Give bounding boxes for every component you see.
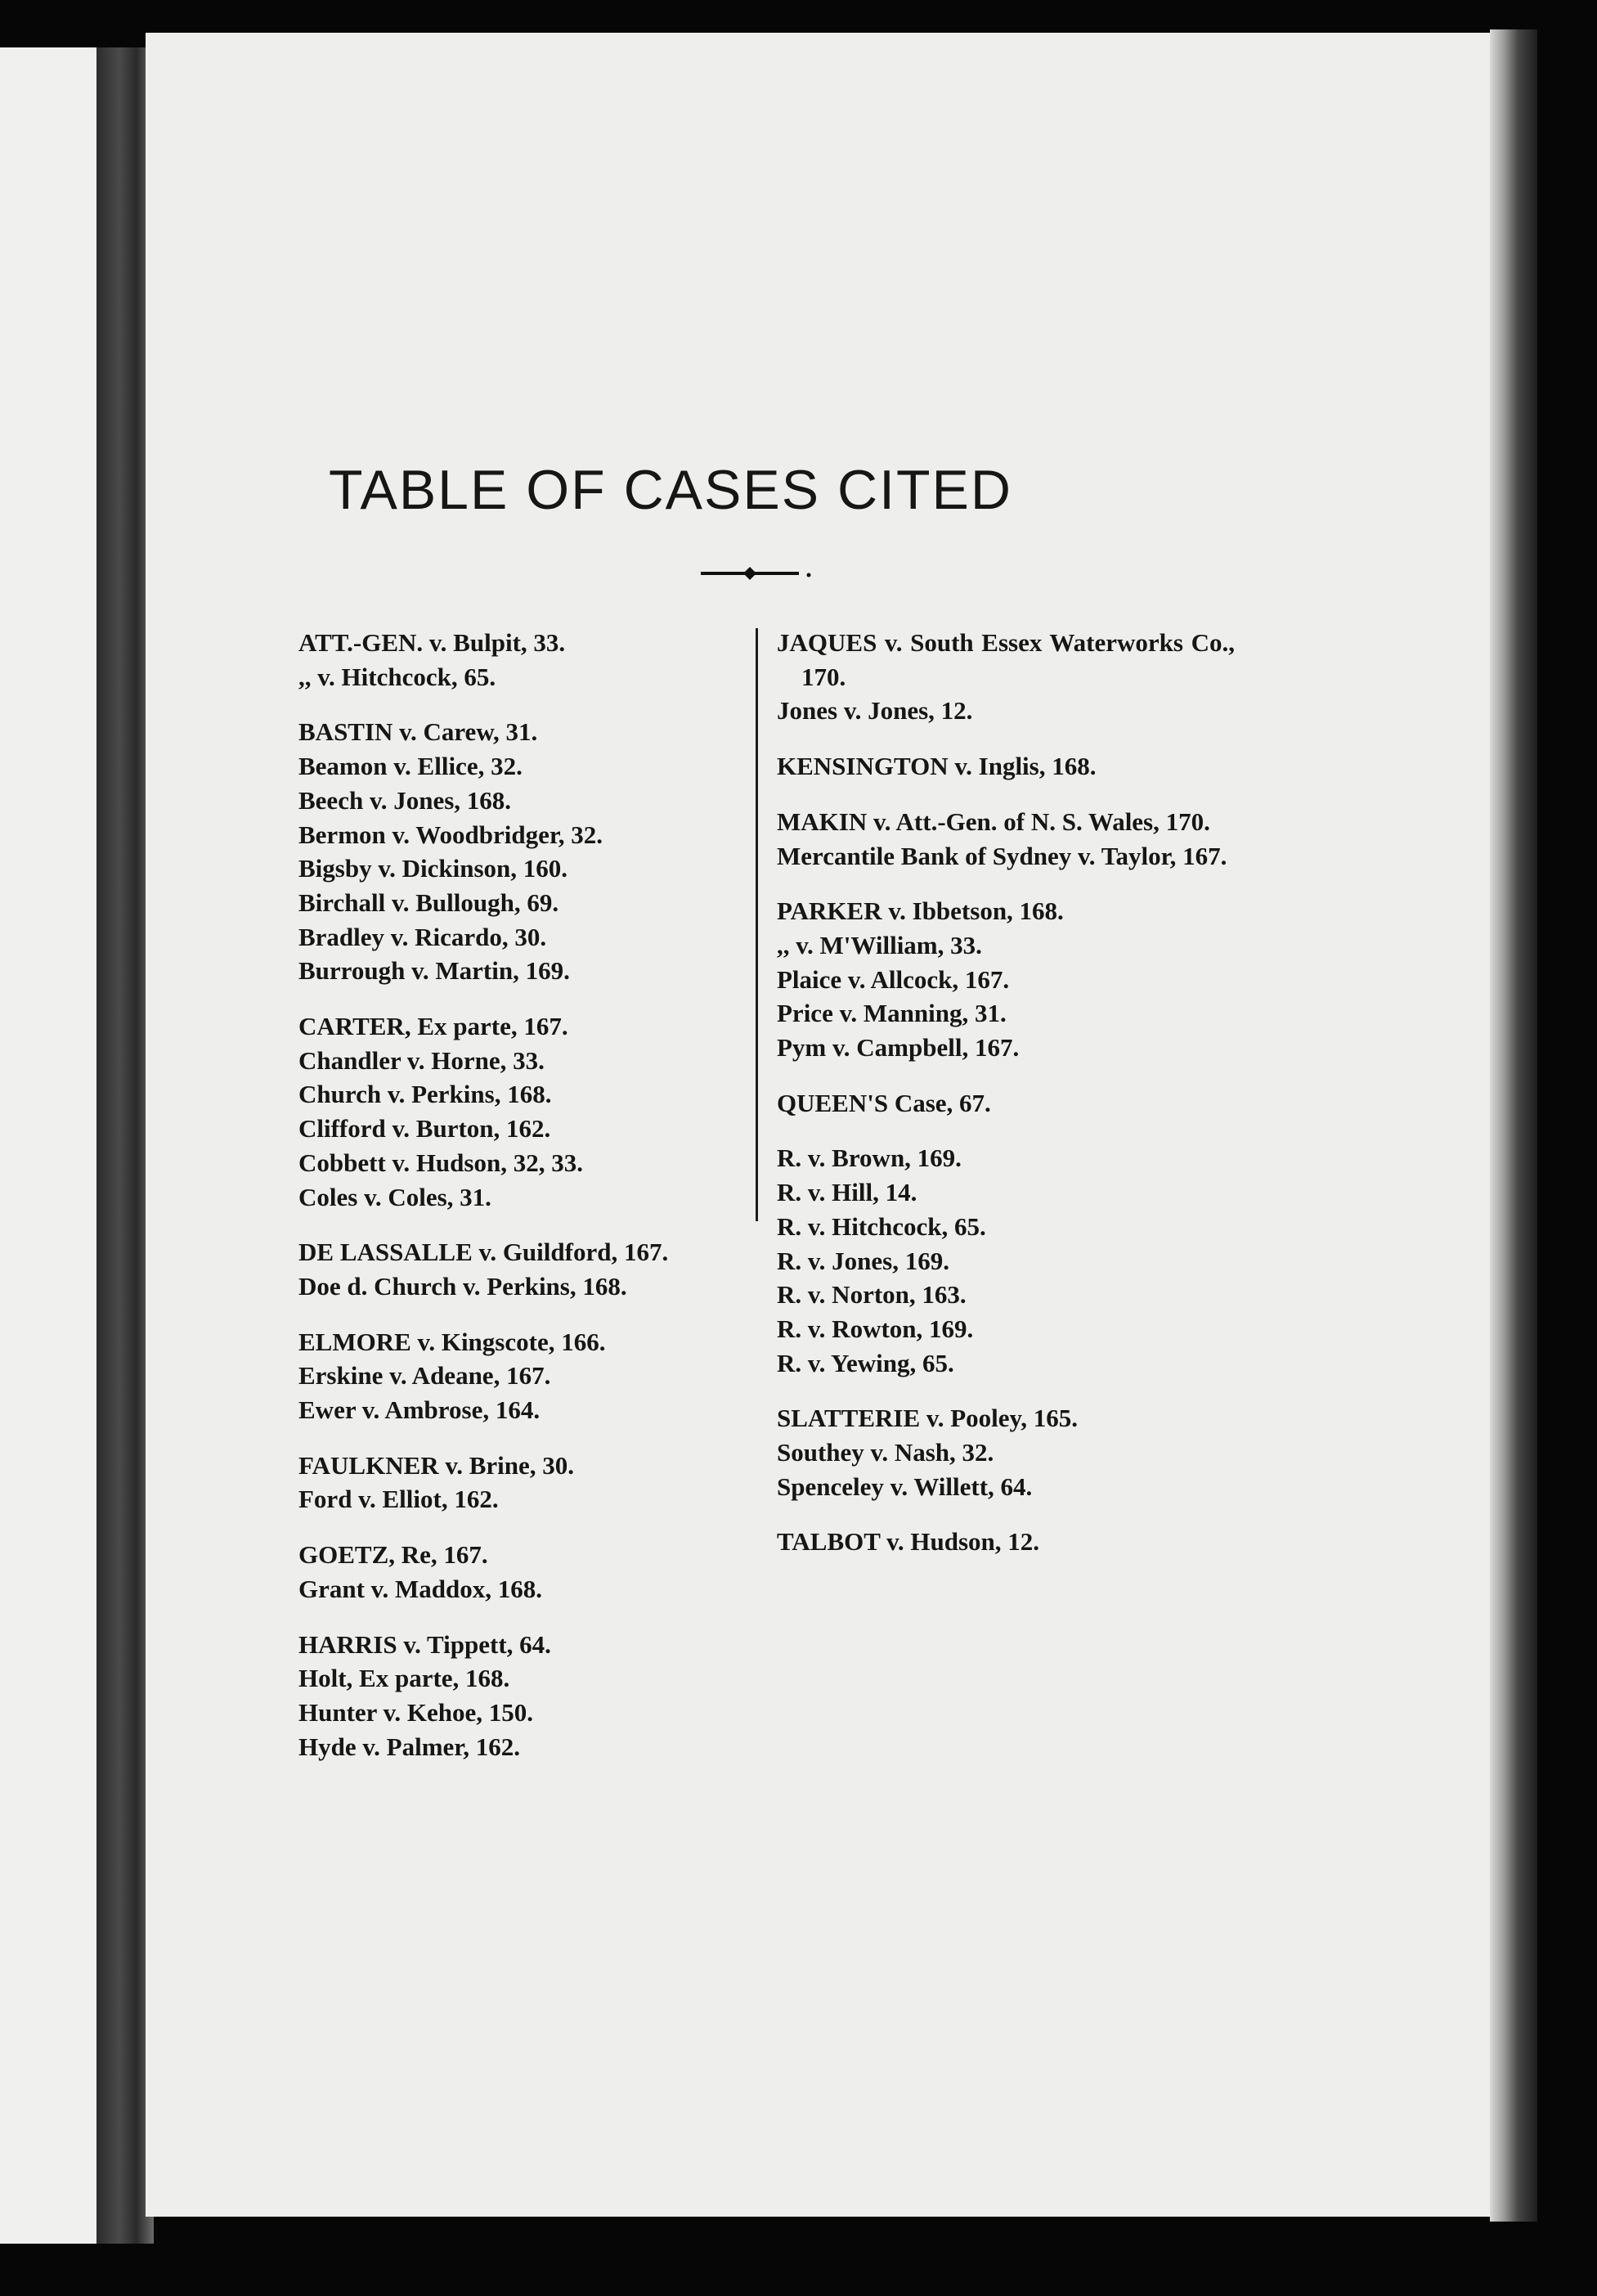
case-entry: Jones v. Jones, 12. (777, 696, 973, 726)
case-entry: Erskine v. Adeane, 167. (298, 1361, 551, 1391)
case-entry: JAQUES v. South Essex Waterworks Co., 170. (777, 628, 1235, 691)
case-entry: Birchall v. Bullough, 69. (298, 887, 559, 917)
case-entry: Hyde v. Palmer, 162. (298, 1732, 520, 1761)
case-entry: HARRIS v. Tippett, 64. (298, 1629, 551, 1659)
case-entry: QUEEN'S Case, 67. (777, 1088, 991, 1117)
case-group (777, 894, 1235, 1065)
case-entry: Beamon v. Ellice, 32. (298, 752, 523, 781)
title-ornament (699, 561, 814, 586)
case-group (298, 1009, 756, 1214)
facing-page-edge (0, 47, 105, 2244)
cases-column-left (298, 626, 756, 1785)
case-entry: Burrough v. Martin, 169. (298, 956, 570, 986)
case-entry: Hunter v. Kehoe, 150. (298, 1697, 534, 1727)
case-entry: R. v. Hitchcock, 65. (777, 1211, 986, 1241)
case-entry: Bigsby v. Dickinson, 160. (298, 854, 568, 883)
case-entry: Doe d. Church v. Perkins, 168. (298, 1271, 627, 1301)
case-entry: CARTER, Ex parte, 167. (298, 1012, 568, 1041)
case-entry: Coles v. Coles, 31. (298, 1182, 491, 1211)
case-entry: Ewer v. Ambrose, 164. (298, 1395, 541, 1425)
case-entry: DE LASSALLE v. Guildford, 167. (298, 1238, 669, 1267)
case-entry: R. v. Rowton, 169. (777, 1314, 974, 1343)
case-entry: KENSINGTON v. Inglis, 168. (777, 752, 1097, 781)
cases-column-right (777, 626, 1235, 1580)
case-entry: R. v. Norton, 163. (777, 1280, 967, 1310)
case-entry: Plaice v. Allcock, 167. (777, 964, 1010, 994)
case-entry: Cobbett v. Hudson, 32, 33. (298, 1148, 583, 1177)
case-entry: Price v. Manning, 31. (777, 999, 1007, 1028)
case-entry: R. v. Hill, 14. (777, 1178, 917, 1207)
case-entry: Church v. Perkins, 168. (298, 1080, 552, 1109)
case-group (777, 805, 1235, 873)
case-entry: FAULKNER v. Brine, 30. (298, 1450, 574, 1480)
case-entry: ,, v. Hitchcock, 65. (298, 662, 496, 691)
case-group (298, 715, 756, 988)
case-entry: Southey v. Nash, 32. (777, 1438, 994, 1467)
case-entry: Grant v. Maddox, 168. (298, 1574, 542, 1603)
case-entry: Mercantile Bank of Sydney v. Taylor, 167. (777, 841, 1227, 870)
case-entry: Ford v. Elliot, 162. (298, 1485, 499, 1514)
case-group (298, 1325, 756, 1427)
case-entry: SLATTERIE v. Pooley, 165. (777, 1404, 1079, 1433)
case-entry: ELMORE v. Kingscote, 166. (298, 1327, 606, 1356)
case-entry: PARKER v. Ibbetson, 168. (777, 896, 1064, 926)
case-entry: ,, v. M'William, 33. (777, 930, 982, 959)
page-right-edge (1490, 29, 1537, 2222)
case-entry: GOETZ, Re, 167. (298, 1540, 488, 1570)
case-entry: R. v. Brown, 169. (777, 1144, 962, 1173)
case-entry: R. v. Yewing, 65. (777, 1348, 954, 1377)
case-entry: Bermon v. Woodbridger, 32. (298, 820, 603, 849)
case-group (298, 1235, 756, 1303)
case-entry: Bradley v. Ricardo, 30. (298, 922, 547, 951)
case-entry: Chandler v. Horne, 33. (298, 1045, 545, 1075)
case-entry: Spenceley v. Willett, 64. (777, 1472, 1033, 1501)
case-entry: MAKIN v. Att.-Gen. of N. S. Wales, 170. (777, 807, 1210, 836)
case-entry: TALBOT v. Hudson, 12. (777, 1527, 1040, 1557)
case-group (777, 749, 1235, 784)
case-group (298, 1449, 756, 1516)
case-entry: R. v. Jones, 169. (777, 1246, 949, 1275)
case-group (777, 1401, 1235, 1503)
case-entry: Beech v. Jones, 168. (298, 785, 512, 815)
case-group (777, 626, 1235, 728)
case-group (777, 1086, 1235, 1121)
page-title: TABLE OF CASES CITED (328, 459, 1012, 521)
case-group (298, 1628, 756, 1764)
case-entry: Pym v. Campbell, 167. (777, 1033, 1020, 1063)
case-group (777, 1141, 1235, 1380)
case-entry: Clifford v. Burton, 162. (298, 1114, 551, 1144)
case-group (777, 1525, 1235, 1559)
case-group (298, 626, 756, 694)
case-entry: ATT.-GEN. v. Bulpit, 33. (298, 628, 566, 657)
case-entry: Holt, Ex parte, 168. (298, 1664, 510, 1693)
case-group (298, 1538, 756, 1606)
case-entry: BASTIN v. Carew, 31. (298, 717, 538, 747)
